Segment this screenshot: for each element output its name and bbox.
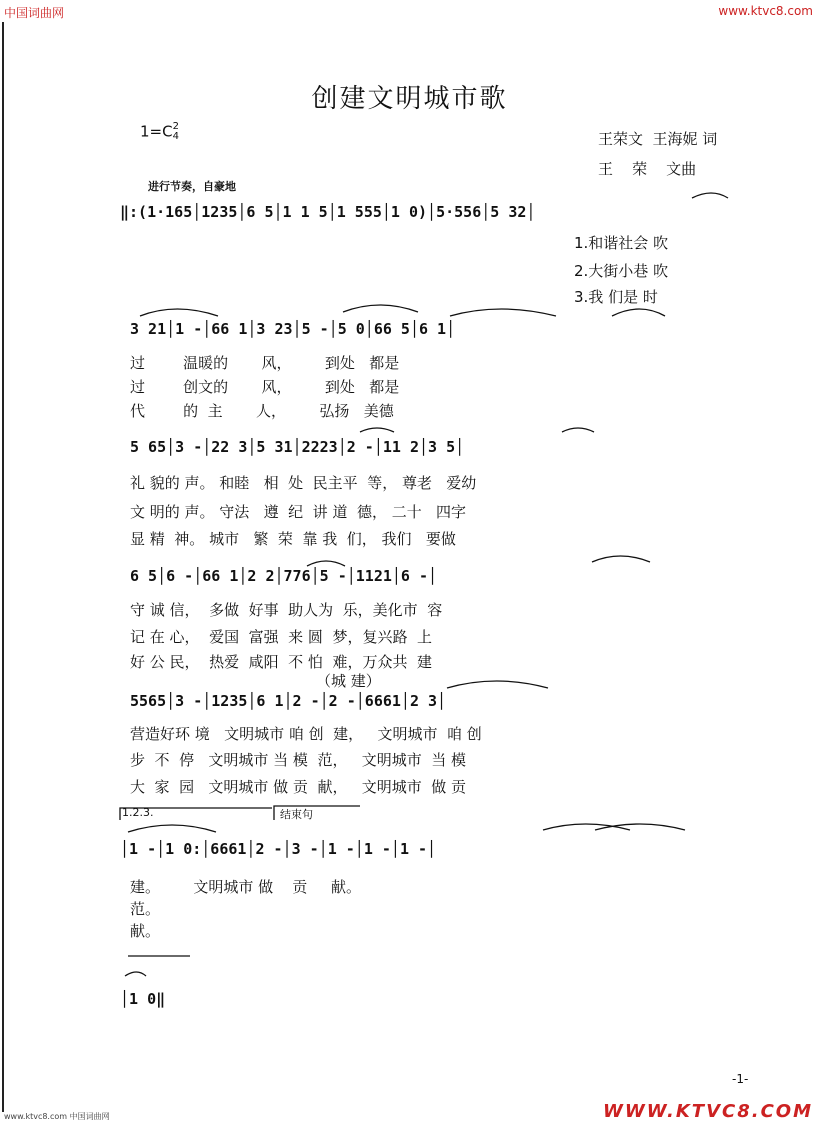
lyric-line-6-verse-3: 献。 [130,922,161,940]
composer-credit: 王 荣 文曲 [598,160,697,178]
page-number: -1- [732,1072,749,1086]
lyric-line-3-verse-1: 礼 貌的 声。 和睦 相 处 民主平 等， 尊老 爱幼 [130,474,477,492]
slur-4 [450,309,556,316]
lyric-line-5-verse-1: 营造好环 境 文明城市 咱 创 建， 文明城市 咱 创 [130,725,482,743]
lyric-line-6-verse-2: 范。 [130,900,161,918]
watermark-left: 中国词曲网 [4,6,65,20]
lyricist-credit: 王荣文 王海妮 词 [598,130,718,148]
key-signature [140,122,179,142]
slur-5 [612,309,665,316]
volta-bracket-label: 1.2.3. [122,806,154,819]
page-left-border [2,22,4,1112]
slur-2 [140,309,218,316]
lyric-line-2-verse-3: 代 的 主 人， 弘扬 美德 [130,402,394,420]
lyric-line-4-verse-3: 好 公 民， 热爱 咸阳 不 怕 难，万众共 建 [130,653,432,671]
time-sig-numerator: 2 [172,121,179,132]
tempo-marking: 进行节奏，自豪地 [148,180,236,193]
time-sig-denominator: 4 [172,131,179,142]
lyric-line-2-verse-2: 过 创文的 风， 到处 都是 [130,378,400,396]
slur-12 [543,824,630,830]
lyric-line-3-verse-2: 文 明的 声。 守法 遵 纪 讲 道 德， 二十 四字 [130,503,467,521]
footer-small-text: www.ktvc8.com 中国词曲网 [4,1112,110,1121]
notation-line-1: ‖:(1·165│1235│6 5│1 1 5│1 555│1 0)│5·556│5 32│ [120,203,536,221]
notation-line-2: 3 21│1 -│66 1│3 23│5 -│5 0│66 5│6 1│ [130,320,456,338]
notation-line-7: │1 0‖ [120,990,166,1008]
key-label: 1=C [140,122,173,141]
song-title: 创建文明城市歌 [311,84,508,114]
slur-14 [125,972,146,976]
slur-10 [447,681,548,688]
lyric-line-6-verse-1: 建。 文明城市 做 贡 献。 [130,878,362,896]
lyric-line-5-verse-2: 步 不 停 文明城市 当 模 范， 文明城市 当 模 [130,751,467,769]
slur-8 [307,561,345,566]
ending-phrase-label: 结束句 [280,808,313,821]
lyric-line-1-verse-3: 3.我 们是 时 [574,288,658,306]
time-signature [173,122,179,142]
slur-9 [592,556,650,562]
lyric-note-chengjian: （城 建） [316,672,381,690]
watermark-right: www.ktvc8.com [718,4,813,18]
slur-3 [343,305,418,312]
notation-line-5: 5565│3 -│1235│6 1│2 -│2 -│6661│2 3│ [130,692,447,710]
slur-1 [692,193,728,198]
notation-line-3: 5 65│3 -│22 3│5 31│2223│2 -│11 2│3 5│ [130,438,465,456]
lyric-line-1-verse-1: 1.和谐社会 吹 [574,234,669,252]
lyric-line-1-verse-2: 2.大街小巷 吹 [574,262,669,280]
lyric-line-4-verse-2: 记 在 心， 爱国 富强 来 圆 梦，复兴路 上 [130,628,432,646]
notation-line-6: │1 -│1 0:│6661│2 -│3 -│1 -│1 -│1 -│ [120,840,437,858]
notation-line-4: 6 5│6 -│66 1│2 2│776│5 -│1121│6 -│ [130,567,438,585]
slur-6 [360,428,394,432]
lyric-line-4-verse-1: 守 诚 信， 多做 好事 助人为 乐，美化市 容 [130,601,443,619]
lyric-line-3-verse-3: 显 精 神。 城市 繁 荣 靠 我 们， 我们 要做 [130,530,456,548]
lyric-line-2-verse-1: 过 温暖的 风， 到处 都是 [130,354,400,372]
slur-11 [128,825,216,832]
slur-7 [562,428,594,432]
slur-13 [595,824,685,830]
footer-logo: WWW.KTVC8.COM [603,1101,813,1122]
lyric-line-5-verse-3: 大 家 园 文明城市 做 贡 献， 文明城市 做 贡 [130,778,467,796]
